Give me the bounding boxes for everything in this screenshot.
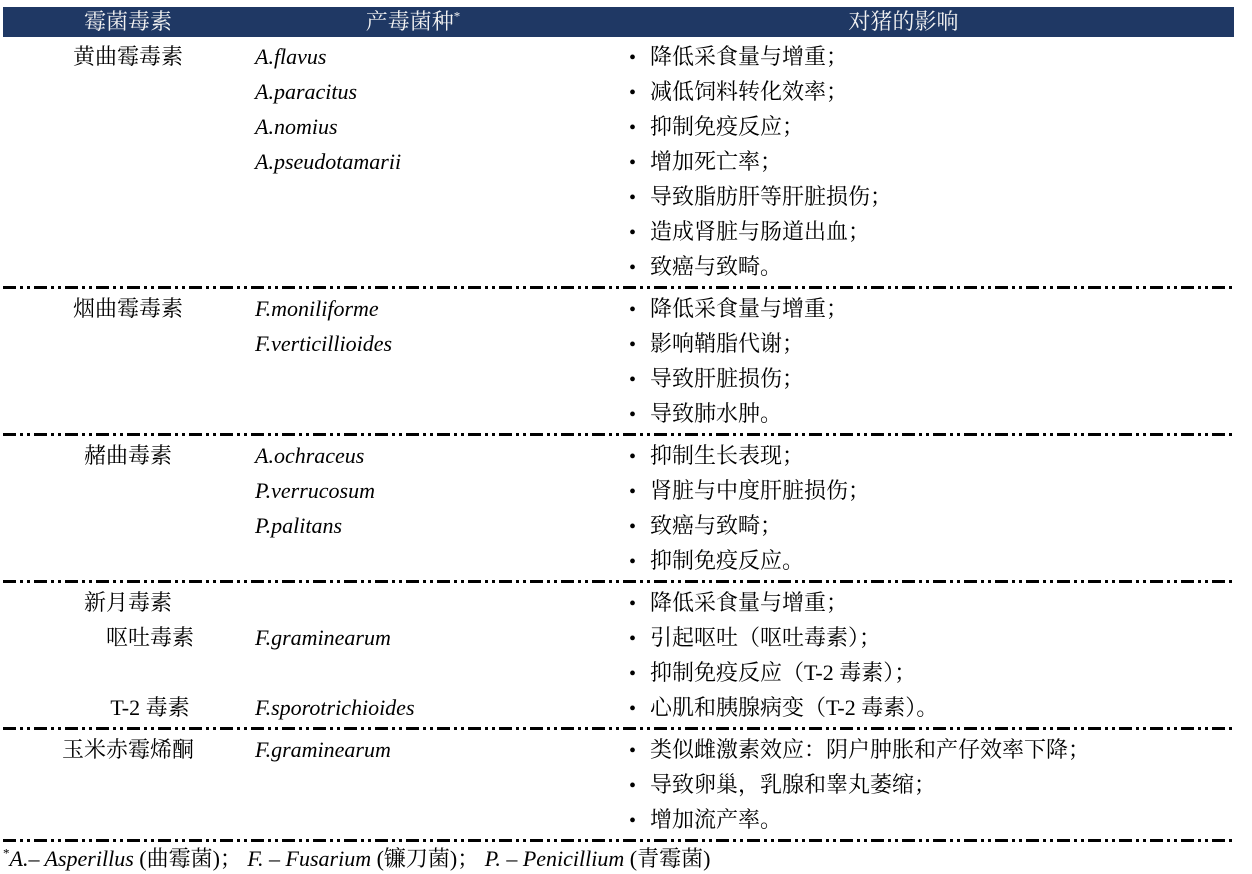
toxin-name-cell [3, 732, 253, 837]
effect-item [629, 543, 1234, 578]
table-body [3, 37, 1234, 842]
bullet-icon: • [629, 47, 637, 69]
footnote-asterisk: * [3, 845, 10, 861]
effect-text: 导致肺水肿。 [650, 401, 783, 426]
effect-text: 肾脏与中度肝脏损伤； [650, 478, 871, 503]
effect-item [629, 39, 1234, 74]
species-name: A.pseudotamarii [255, 149, 402, 174]
header-label-species: 产毒菌种 [365, 9, 454, 34]
effect-item [629, 249, 1234, 284]
toxin-name-cell [3, 291, 253, 431]
bullet-icon: • [629, 663, 637, 685]
effects-cell [573, 438, 1234, 578]
toxin-name-cell [3, 585, 253, 725]
species-cell [253, 732, 573, 837]
species-cell [253, 291, 573, 431]
species-name [255, 655, 573, 690]
header-label-mycotoxin: 霉菌毒素 [83, 9, 172, 34]
footnote-segment: (镰刀菌)； [371, 846, 485, 871]
effect-item [629, 802, 1234, 837]
toxin-name-cell [3, 438, 253, 578]
effect-text: 抑制生长表现； [650, 443, 805, 468]
bullet-icon: • [629, 369, 637, 391]
table-row [3, 436, 1234, 580]
mycotoxin-table [3, 7, 1234, 874]
toxin-name: 黄曲霉毒素 [72, 44, 183, 69]
effect-text: 造成肾脏与肠道出血； [650, 219, 871, 244]
effect-item [629, 214, 1234, 249]
species-name [255, 585, 573, 620]
bullet-icon: • [629, 810, 637, 832]
toxin-name: 新月毒素 [83, 590, 172, 615]
table-row [3, 37, 1234, 286]
effect-text: 引起呕吐（呕吐毒素）； [650, 625, 882, 650]
table-row [3, 730, 1234, 839]
bullet-icon: • [629, 481, 637, 503]
species-cell [253, 585, 573, 725]
bullet-icon: • [629, 740, 637, 762]
bullet-icon: • [629, 117, 637, 139]
effect-text: 导致卵巢，乳腺和睾丸萎缩； [650, 772, 937, 797]
effect-text: 导致肝脏损伤； [650, 366, 805, 391]
footnote-segment: A.– Asperillus [9, 846, 134, 871]
toxin-name: 赭曲毒素 [83, 443, 172, 468]
toxin-name [3, 655, 253, 690]
footnote-text [10, 846, 711, 871]
effect-text: 增加流产率。 [650, 807, 783, 832]
species-name: F.sporotrichioides [255, 695, 415, 720]
bullet-icon: • [629, 299, 637, 321]
effect-item [629, 585, 1234, 620]
species-name: F.graminearum [255, 625, 391, 650]
effect-text: 降低采食量与增重； [650, 590, 849, 615]
effect-text: 抑制免疫反应（T-2 毒素）； [650, 660, 917, 685]
effect-item [629, 361, 1234, 396]
effect-item [629, 109, 1234, 144]
effect-item [629, 690, 1234, 725]
effects-cell [573, 39, 1234, 284]
toxin-name: 呕吐毒素 [105, 625, 194, 650]
table-row [3, 583, 1234, 727]
bullet-icon: • [629, 698, 637, 720]
effect-text: 影响鞘脂代谢； [650, 331, 805, 356]
effect-text: 减低饲料转化效率； [650, 79, 849, 104]
effect-text: 致癌与致畸； [650, 513, 783, 538]
species-name: A.flavus [255, 44, 327, 69]
effect-item [629, 396, 1234, 431]
effect-text: 增加死亡率； [650, 149, 783, 174]
effect-item [629, 655, 1234, 690]
species-cell [253, 438, 573, 578]
header-col-effects [573, 7, 1234, 37]
species-name: P.palitans [255, 513, 343, 538]
effects-cell [573, 291, 1234, 431]
species-name: F.moniliforme [255, 296, 379, 321]
footnote [3, 842, 1234, 874]
effect-item [629, 732, 1234, 767]
effect-text: 抑制免疫反应。 [650, 548, 805, 573]
effect-item [629, 326, 1234, 361]
bullet-icon: • [629, 334, 637, 356]
table-row [3, 289, 1234, 433]
effect-text: 降低采食量与增重； [650, 296, 849, 321]
effect-item [629, 508, 1234, 543]
effects-cell [573, 732, 1234, 837]
footnote-segment: F. – Fusarium [247, 846, 372, 871]
effect-text: 降低采食量与增重； [650, 44, 849, 69]
effect-text: 心肌和胰腺病变（T-2 毒素）。 [650, 695, 939, 720]
header-col-mycotoxin [3, 7, 253, 37]
bullet-icon: • [629, 516, 637, 538]
effect-item [629, 767, 1234, 802]
species-name: A.nomius [255, 114, 338, 139]
toxin-name-cell [3, 39, 253, 284]
effect-item [629, 179, 1234, 214]
bullet-icon: • [629, 152, 637, 174]
species-name: F.verticillioides [255, 331, 393, 356]
bullet-icon: • [629, 187, 637, 209]
species-name: A.ochraceus [255, 443, 365, 468]
effect-text: 导致脂肪肝等肝脏损伤； [650, 184, 893, 209]
header-col-species [253, 7, 573, 37]
bullet-icon: • [629, 404, 637, 426]
footnote-segment: (青霉菌) [624, 846, 711, 871]
bullet-icon: • [629, 551, 637, 573]
footnote-segment: (曲霉菌)； [133, 846, 248, 871]
species-cell [253, 39, 573, 284]
header-asterisk: * [453, 8, 461, 24]
effect-item [629, 74, 1234, 109]
bullet-icon: • [629, 775, 637, 797]
bullet-icon: • [629, 593, 637, 615]
header-label-effects: 对猪的影响 [848, 9, 959, 34]
effects-cell [573, 585, 1234, 725]
toxin-name: 玉米赤霉烯酮 [61, 737, 194, 762]
bullet-icon: • [629, 257, 637, 279]
effect-item [629, 438, 1234, 473]
bullet-icon: • [629, 446, 637, 468]
bullet-icon: • [629, 82, 637, 104]
species-name: P.verrucosum [255, 478, 375, 503]
effect-item [629, 620, 1234, 655]
effect-text: 致癌与致畸。 [650, 254, 783, 279]
bullet-icon: • [629, 222, 637, 244]
species-name: F.graminearum [255, 737, 391, 762]
effect-item [629, 291, 1234, 326]
effect-item [629, 144, 1234, 179]
table-header-row [3, 7, 1234, 37]
effect-text: 抑制免疫反应； [650, 114, 805, 139]
effect-item [629, 473, 1234, 508]
toxin-name: 烟曲霉毒素 [72, 296, 183, 321]
effect-text: 类似雌激素效应：阴户肿胀和产仔效率下降； [650, 737, 1091, 762]
footnote-segment: P. – Penicillium [484, 846, 625, 871]
species-name: A.paracitus [255, 79, 358, 104]
toxin-name: T-2 毒素 [110, 695, 190, 720]
bullet-icon: • [629, 628, 637, 650]
